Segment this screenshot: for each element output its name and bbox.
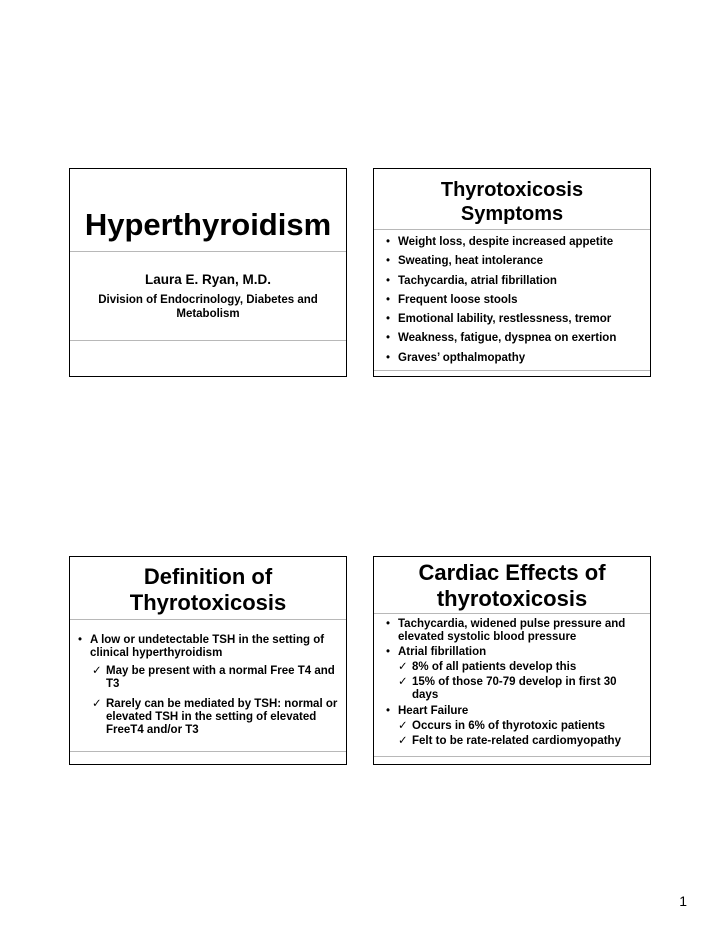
slide-title: Hyperthyroidism [84,207,332,242]
cardiac-list [386,618,648,659]
list-item: ✓ Felt to be rate-related cardiomyopathy [398,735,621,747]
divider [70,619,346,620]
list-item: ✓ 8% of all patients develop this [398,661,577,673]
check-icon: ✓ [398,676,408,688]
slide-title-line1: Definition of [143,564,273,589]
list-item: ✓ Occurs in 6% of thyrotoxic patients [398,720,605,732]
check-icon: ✓ [398,735,408,747]
list-item: • Sweating, heat intolerance [386,255,544,268]
divider [374,613,650,614]
list-item: ✓ 15% of those 70-79 develop in first 30 days [398,676,617,701]
divider [70,751,346,752]
divider [374,370,650,371]
slide-title-line2: thyrotoxicosis [436,586,588,611]
page-number: 1 [679,893,687,909]
symptom-list [386,236,648,371]
list-item: • Frequent loose stools [386,293,518,306]
check-icon: ✓ [398,661,408,673]
list-item: • Heart Failure [386,705,469,717]
slide-title-line2: Symptoms [460,203,564,225]
author: Laura E. Ryan, M.D. [144,272,272,287]
check-icon: ✓ [92,665,102,677]
divider [70,340,346,341]
slide-title-line1: Cardiac Effects of [418,560,606,585]
definition-list [78,634,342,660]
slide-symptoms [373,168,651,377]
slide-title-line2: Thyrotoxicosis [129,590,287,615]
list-item: • Weight loss, despite increased appetite [386,236,614,248]
affiliation: Division of Endocrinology, Diabetes and Metabolism [98,294,318,320]
divider [70,251,346,252]
list-item: • A low or undetectable TSH in the setting of clinical hyperthyroidism [78,634,325,659]
list-item: ✓ May be present with a normal Free T4 and T3 [92,665,335,690]
divider [374,229,650,230]
slide-definition [69,556,347,765]
check-icon: ✓ [398,720,408,732]
definition-sublist [92,665,342,737]
list-item: • Tachycardia, atrial fibrillation [386,274,557,287]
list-item: • Emotional lability, restlessness, tremor [386,313,612,326]
divider [374,756,650,757]
slide-hyperthyroidism [69,168,347,377]
list-item: • Graves’ opthalmopathy [386,351,526,364]
cardiac-list-hf [386,705,648,718]
slide-title-line1: Thyrotoxicosis [440,179,584,201]
slide-cardiac-effects [373,556,651,765]
list-item: • Tachycardia, widened pulse pressure and elevated systolic blood pressure [386,618,626,643]
cardiac-sublist-hf [398,720,644,748]
list-item: ✓ Rarely can be mediated by TSH: normal or elevated TSH in the setting of elevated FreeT4 and/or T3 [92,698,338,736]
check-icon: ✓ [92,698,102,710]
list-item: • Atrial fibrillation [386,646,487,658]
cardiac-sublist-af [398,661,644,702]
list-item: • Weakness, fatigue, dyspnea on exertion [386,332,617,345]
